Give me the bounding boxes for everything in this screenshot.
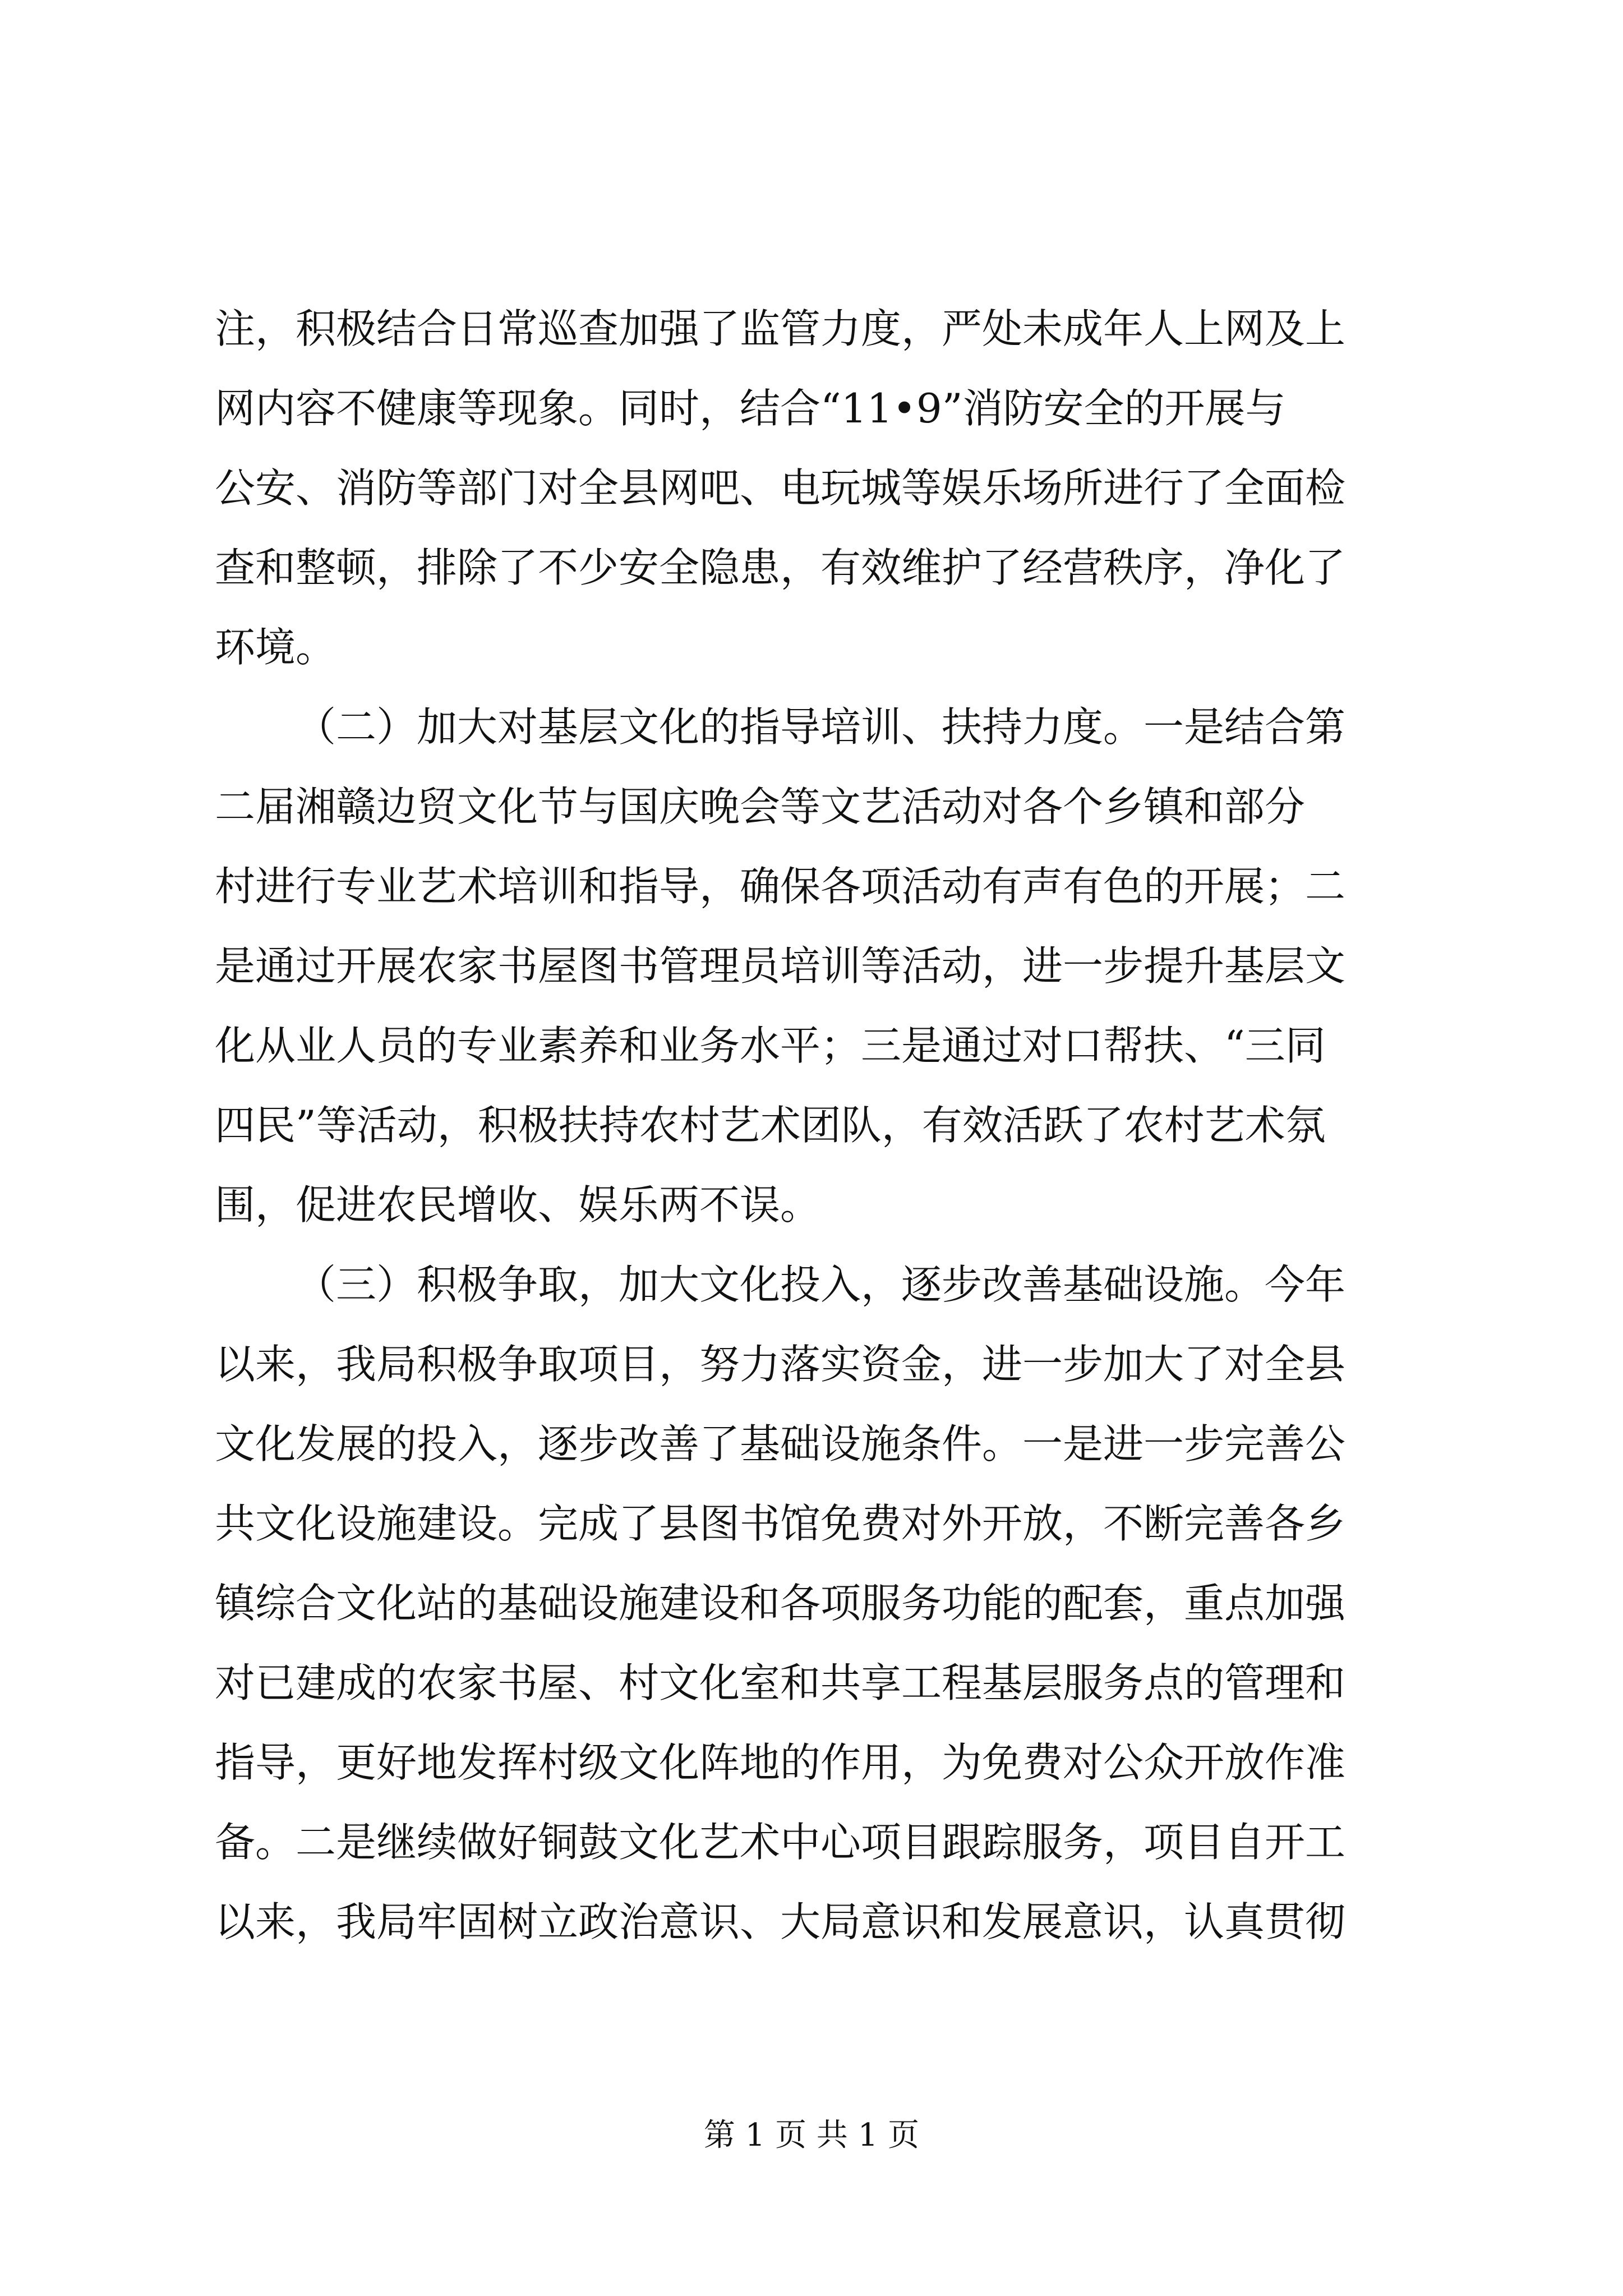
text-line: 化从业人员的专业素养和业务水平；三是通过对口帮扶、“三同 [215, 1022, 1326, 1069]
text-line: 二届湘赣边贸文化节与国庆晚会等文艺活动对各个乡镇和部分 [215, 783, 1306, 830]
text-line: 文化发展的投入，逐步改善了基础设施条件。一是进一步完善公 [215, 1420, 1346, 1467]
text-line: 以来，我局积极争取项目，努力落实资金，进一步加大了对全县 [215, 1341, 1346, 1388]
text-line: 镇综合文化站的基础设施建设和各项服务功能的配套，重点加强 [215, 1580, 1346, 1627]
text-line: 查和整顿，排除了不少安全隐患，有效维护了经营秩序，净化了 [215, 544, 1346, 591]
text-line: 村进行专业艺术培训和指导，确保各项活动有声有色的开展；二 [215, 863, 1346, 910]
text-line: 围，促进农民增收、娱乐两不误。 [215, 1181, 821, 1228]
paragraph-heading-3: （三）积极争取，加大文化投入，逐步改善基础设施。今年 [296, 1261, 1346, 1308]
text-line: 注，积极结合日常巡查加强了监管力度，严处未成年人上网及上 [215, 305, 1346, 352]
text-line: 备。二是继续做好铜鼓文化艺术中心项目跟踪服务，项目自开工 [215, 1819, 1346, 1866]
text-line: 对已建成的农家书屋、村文化室和共享工程基层服务点的管理和 [215, 1659, 1346, 1706]
text-line: 公安、消防等部门对全县网吧、电玩城等娱乐场所进行了全面检 [215, 464, 1346, 512]
text-line: 是通过开展农家书屋图书管理员培训等活动，进一步提升基层文 [215, 942, 1346, 990]
text-line: 共文化设施建设。完成了县图书馆免费对外开放，不断完善各乡 [215, 1500, 1346, 1547]
text-line: 网内容不健康等现象。同时，结合“11•9”消防安全的开展与 [215, 385, 1286, 432]
text-line: 环境。 [215, 624, 336, 671]
text-line: 四民”等活动，积极扶持农村艺术团队，有效活跃了农村艺术氛 [215, 1102, 1326, 1149]
text-line: 指导，更好地发挥村级文化阵地的作用，为免费对公众开放作准 [215, 1739, 1346, 1786]
page-footer: 第 1 页 共 1 页 [703, 2117, 920, 2154]
paragraph-heading-2: （二）加大对基层文化的指导培训、扶持力度。一是结合第 [296, 703, 1346, 751]
document-body [215, 289, 1415, 1962]
text-line: 以来，我局牢固树立政治意识、大局意识和发展意识，认真贯彻 [215, 1898, 1346, 1945]
